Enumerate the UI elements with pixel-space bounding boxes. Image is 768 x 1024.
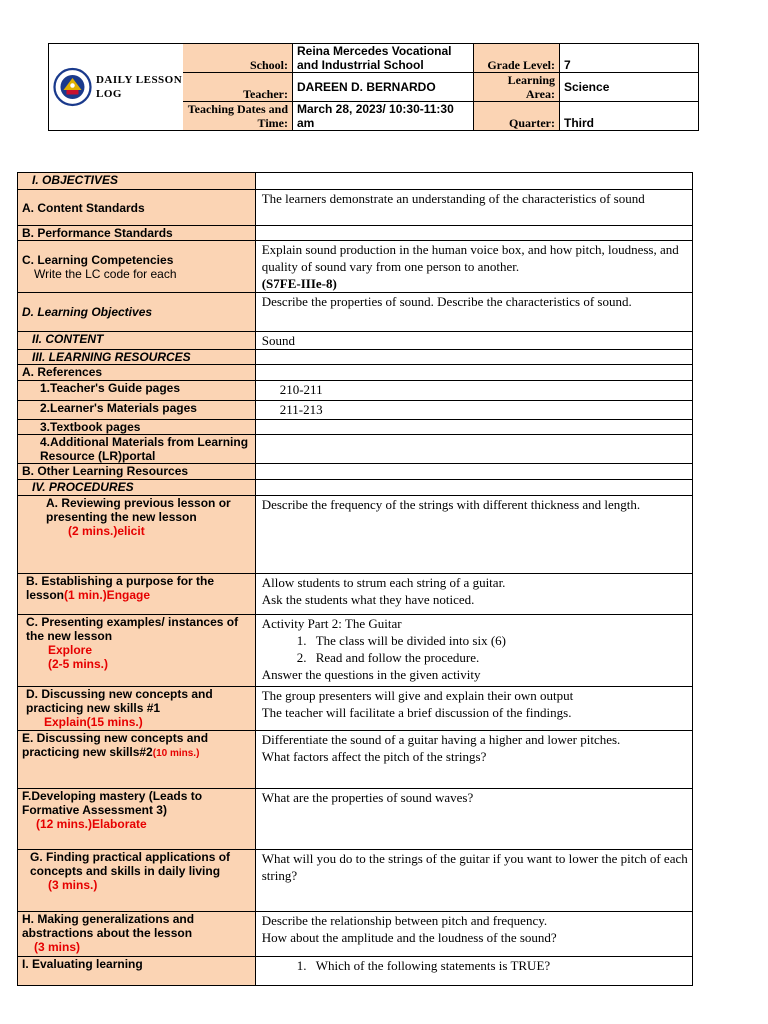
procedure-b-line-2: Ask the students what they have noticed. bbox=[261, 592, 475, 607]
procedure-e-value bbox=[255, 731, 692, 789]
procedure-e-label: E. Discussing new concepts and practicing new skills#2 bbox=[22, 731, 209, 759]
procedure-d-value bbox=[255, 687, 692, 731]
content-label: II. CONTENT bbox=[18, 332, 256, 350]
procedure-c-value bbox=[255, 615, 692, 687]
procedure-b-cell bbox=[18, 574, 256, 615]
procedure-b-value bbox=[255, 574, 692, 615]
lm-label: 2.Learner's Materials pages bbox=[18, 401, 256, 420]
procedure-g-cell bbox=[18, 850, 256, 912]
grade-label: Grade Level: bbox=[474, 44, 560, 73]
procedure-c-time: (2-5 mins.) bbox=[48, 657, 109, 671]
grade-value: 7 bbox=[560, 44, 699, 73]
procedure-i-label: I. Evaluating learning bbox=[18, 957, 256, 986]
logo-block bbox=[49, 44, 183, 131]
procedure-d-line-2: The teacher will facilitate a brief discussion of the findings. bbox=[261, 705, 572, 720]
other-resources-label: B. Other Learning Resources bbox=[18, 464, 256, 480]
procedure-g-time: (3 mins.) bbox=[48, 878, 98, 892]
procedure-c-title: Activity Part 2: The Guitar bbox=[261, 616, 402, 631]
quarter-label: Quarter: bbox=[474, 102, 560, 131]
dates-label: Teaching Dates and Time: bbox=[183, 102, 293, 131]
performance-standards-label: B. Performance Standards bbox=[18, 226, 256, 241]
learning-objectives-value: Describe the properties of sound. Describe the characteristics of sound. bbox=[255, 293, 692, 332]
procedure-e-line-2: What factors affect the pitch of the strings? bbox=[261, 749, 487, 764]
header-table bbox=[48, 43, 699, 131]
competencies-value-cell bbox=[255, 241, 692, 293]
procedure-d-time: Explain(15 mins.) bbox=[44, 715, 143, 729]
procedure-f-cell bbox=[18, 789, 256, 850]
procedure-e-line-1: Differentiate the sound of a guitar having a higher and lower pitches. bbox=[261, 732, 621, 747]
content-standards-label: A. Content Standards bbox=[18, 190, 256, 226]
procedure-c-cell bbox=[18, 615, 256, 687]
procedure-d-cell bbox=[18, 687, 256, 731]
procedure-i-list bbox=[262, 957, 688, 974]
content-value: Sound bbox=[255, 332, 692, 350]
procedure-i-value bbox=[255, 957, 692, 986]
procedure-f-label: F.Developing mastery (Leads to Formative Assessment 3) bbox=[22, 789, 203, 817]
list-item: 2. Read and follow the procedure. bbox=[310, 649, 688, 666]
procedure-b-time: (1 min.)Engage bbox=[64, 588, 151, 602]
procedure-h-line-2: How about the amplitude and the loudness of the sound? bbox=[261, 930, 557, 945]
competencies-code: (S7FE-IIIe-8) bbox=[261, 276, 337, 291]
procedure-b-label: B. Establishing a purpose for the lesson bbox=[26, 574, 215, 602]
procedure-f-time: (12 mins.)Elaborate bbox=[36, 817, 147, 831]
procedure-a-value: Describe the frequency of the strings with different thickness and length. bbox=[255, 496, 692, 574]
tg-value: 210-211 bbox=[255, 381, 692, 401]
objectives-header: I. OBJECTIVES bbox=[18, 173, 256, 190]
procedure-h-time: (3 mins) bbox=[34, 940, 81, 954]
resources-label: III. LEARNING RESOURCES bbox=[18, 350, 256, 365]
school-value: Reina Mercedes Vocational and Industrrial School bbox=[293, 44, 474, 73]
list-item: 1. Which of the following statements is TRUE? bbox=[310, 957, 688, 974]
competencies-cell bbox=[18, 241, 256, 293]
procedure-h-label: H. Making generalizations and abstractions about the lesson bbox=[22, 912, 195, 940]
procedure-c-footer: Answer the questions in the given activity bbox=[261, 667, 481, 682]
procedure-h-value bbox=[255, 912, 692, 957]
tg-label: 1.Teacher's Guide pages bbox=[18, 381, 256, 401]
lm-value: 211-213 bbox=[255, 401, 692, 420]
references-label: A. References bbox=[18, 365, 256, 381]
teacher-value: DAREEN D. BERNARDO bbox=[293, 73, 474, 102]
content-standards-value: The learners demonstrate an understanding of the characteristics of sound bbox=[255, 190, 692, 226]
procedure-g-value: What will you do to the strings of the guitar if you want to lower the pitch of each string? bbox=[255, 850, 692, 912]
procedure-c-label: C. Presenting examples/ instances of the new lesson bbox=[26, 615, 239, 643]
teacher-label: Teacher: bbox=[183, 73, 293, 102]
quarter-value: Third bbox=[560, 102, 699, 131]
list-item: 1. The class will be divided into six (6) bbox=[310, 632, 688, 649]
learning-objectives-label: D. Learning Objectives bbox=[18, 293, 256, 332]
deped-seal-icon bbox=[53, 61, 92, 113]
area-label: Learning Area: bbox=[474, 73, 560, 102]
school-label: School: bbox=[183, 44, 293, 73]
procedure-f-value: What are the properties of sound waves? bbox=[255, 789, 692, 850]
procedure-b-line-1: Allow students to strum each string of a guitar. bbox=[261, 575, 506, 590]
procedure-c-list bbox=[262, 632, 688, 666]
procedure-h-cell bbox=[18, 912, 256, 957]
procedure-a-label: A. Reviewing previous lesson or presenting the new lesson bbox=[46, 496, 231, 524]
dates-value: March 28, 2023/ 10:30-11:30 am bbox=[293, 102, 474, 131]
competencies-label: C. Learning Competencies bbox=[22, 252, 174, 267]
competencies-value: Explain sound production in the human voice box, and how pitch, loudness, and quality of sound vary from one person to another. bbox=[261, 242, 679, 274]
procedure-g-label: G. Finding practical applications of concepts and skills in daily living bbox=[30, 850, 231, 878]
area-value: Science bbox=[560, 73, 699, 102]
competencies-sublabel: Write the LC code for each bbox=[34, 266, 177, 281]
procedure-e-cell bbox=[18, 731, 256, 789]
procedure-d-label: D. Discussing new concepts and practicing new skills #1 bbox=[26, 687, 213, 715]
procedure-e-time: (10 mins.) bbox=[152, 748, 200, 759]
textbook-label: 3.Textbook pages bbox=[18, 420, 256, 435]
procedures-header: IV. PROCEDURES bbox=[18, 480, 256, 496]
log-title: DAILY LESSON LOG bbox=[95, 74, 183, 100]
procedure-a-cell bbox=[18, 496, 256, 574]
procedure-a-time: (2 mins.)elicit bbox=[68, 524, 145, 538]
additional-label: 4.Additional Materials from Learning Resource (LR)portal bbox=[18, 435, 256, 464]
procedure-c-phase: Explore bbox=[48, 643, 93, 657]
procedure-h-line-1: Describe the relationship between pitch and frequency. bbox=[261, 913, 548, 928]
lesson-table bbox=[17, 172, 693, 986]
procedure-d-line-1: The group presenters will give and explain their own output bbox=[261, 688, 574, 703]
